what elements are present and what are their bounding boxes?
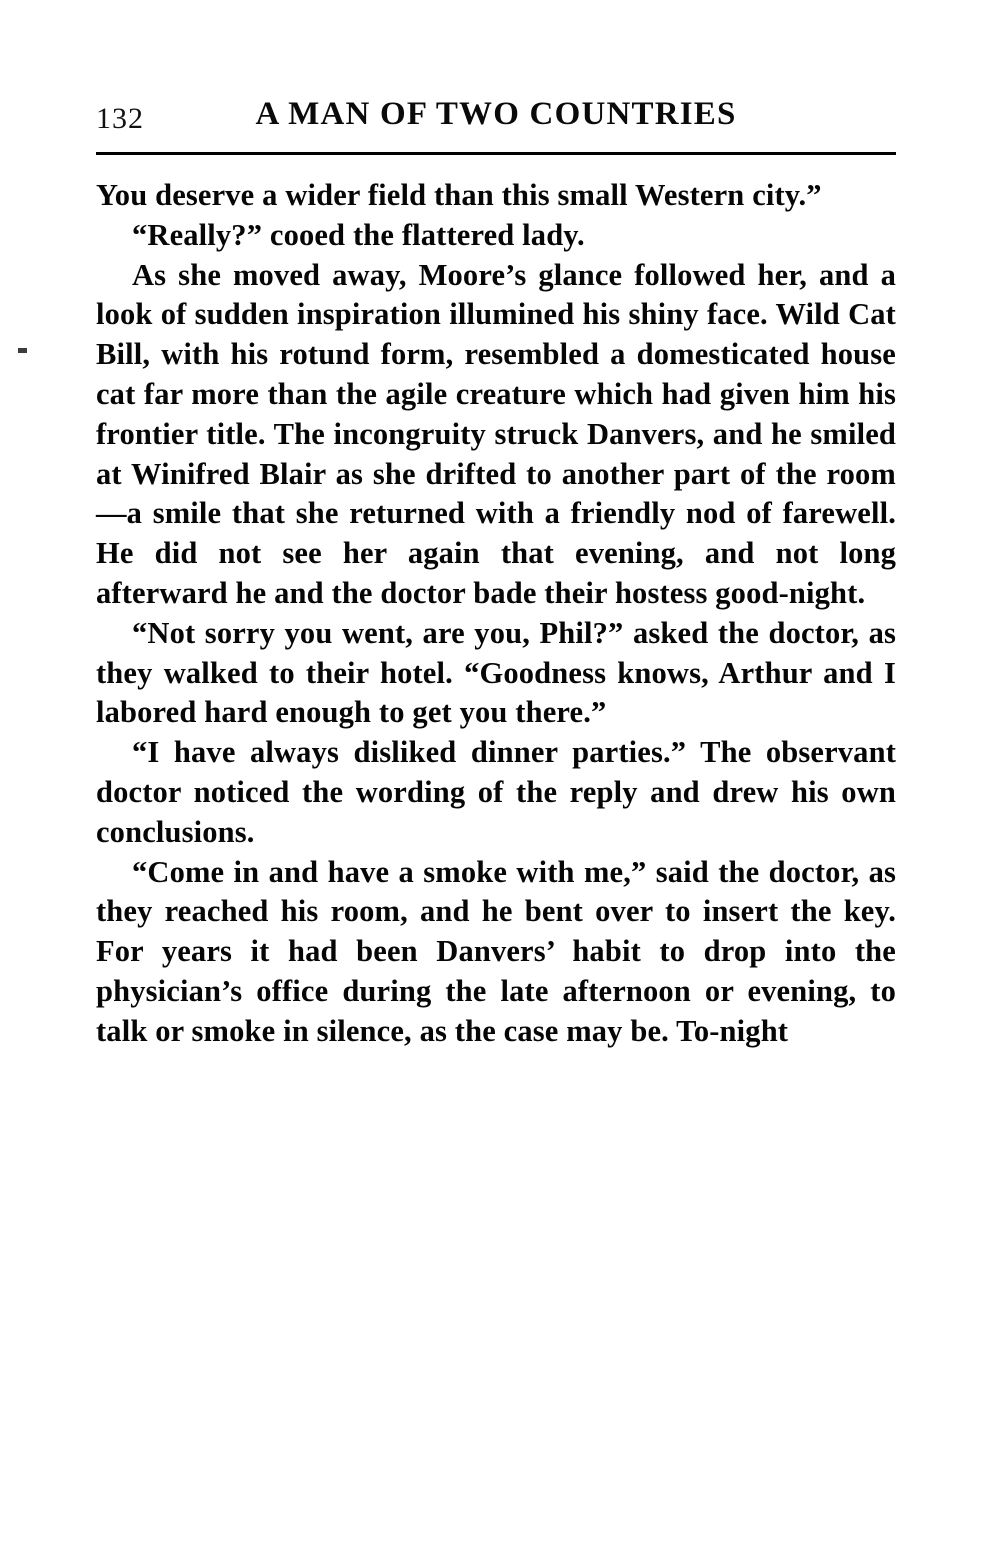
running-head-title: A MAN OF TWO COUNTRIES (255, 96, 737, 132)
paragraph: “I have always disliked dinner parties.” The observant doctor noticed the wording of the reply and drew his own conclusions. (96, 735, 896, 849)
paragraph: “Come in and have a smoke with me,” said the doctor, as they reached his room, and he bent over to insert the key. For years it had been Danvers’ habit to drop into the physician’s office during the late afternoon or evening, to talk or smoke in silence, as the case may be. To-night (96, 854, 896, 1048)
paragraph: You deserve a wider field than this small Western city.” (96, 178, 822, 212)
paragraph: As she moved away, Moore’s glance followed her, and a look of sudden inspiration illumined his shiny face. Wild Cat Bill, with his rotund form, resembled a domesticated house cat far more than the agile creature which had given him his frontier title. The incongruity struck Danvers, and he smiled at Winifred Blair as she drifted to another part of the room—a smile that she returned with a friendly nod of farewell. He did not see her again that evening, and not long afterward he and the doctor bade their hostess good-night. (96, 257, 896, 610)
page-header (96, 96, 896, 152)
body-text (96, 176, 896, 1052)
paragraph: “Really?” cooed the flattered lady. (132, 217, 585, 252)
page-number: 132 (96, 102, 144, 135)
margin-speck (18, 348, 27, 353)
header-rule (96, 152, 896, 155)
paragraph: “Not sorry you went, are you, Phil?” asked the doctor, as they walked to their hotel. “Goodness knows, Arthur and I labored hard enough to get you there.” (96, 615, 896, 730)
